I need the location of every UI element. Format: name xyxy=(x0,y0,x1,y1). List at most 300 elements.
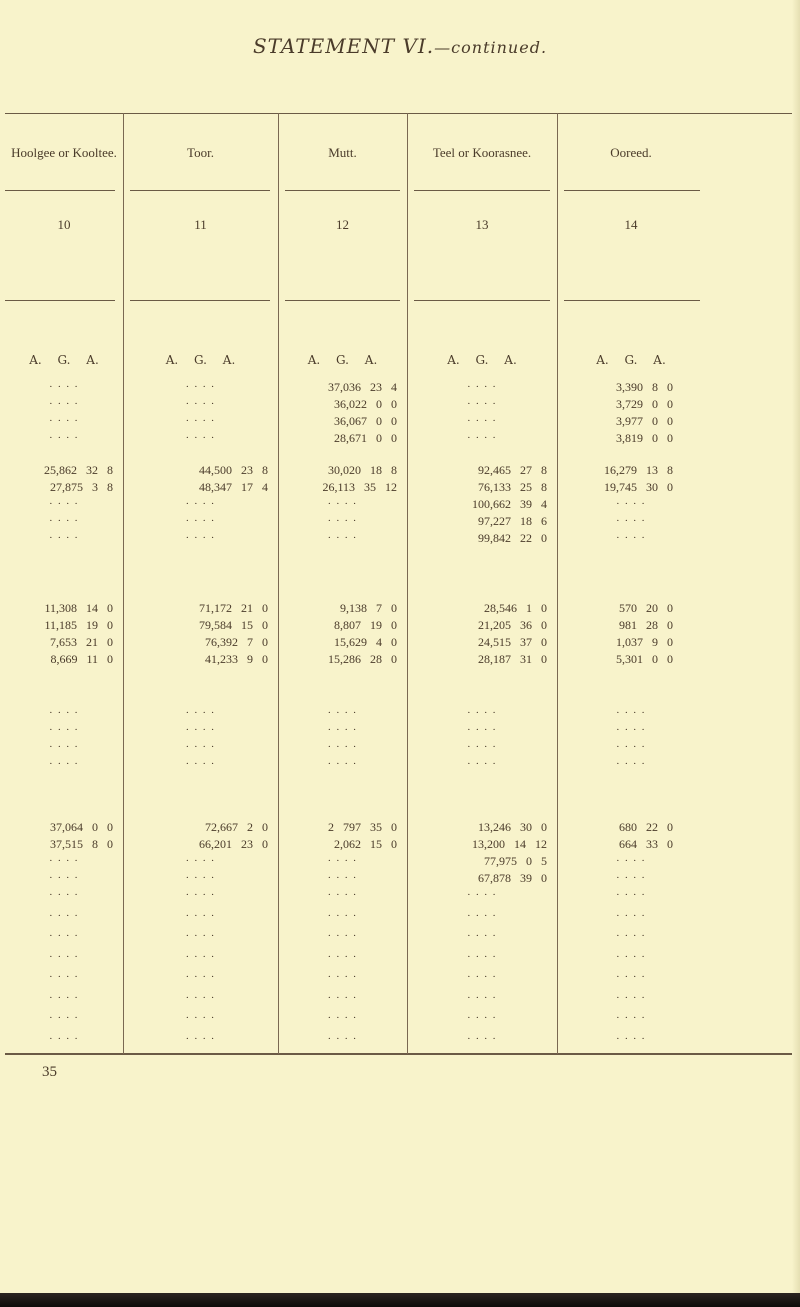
leader-dots-glyph: · · · · xyxy=(467,991,497,1004)
entry-amount: 981 28 0 xyxy=(619,618,673,632)
table-entry xyxy=(557,379,705,396)
leader-dots-glyph: · · · · xyxy=(49,398,79,410)
leader-dots-glyph: · · · · xyxy=(327,724,358,736)
table-entry xyxy=(5,651,123,668)
leader-dots-glyph: · · · · xyxy=(185,498,216,510)
entry-amount: 9,138 7 0 xyxy=(340,601,397,615)
entry-amount: 37,515 8 0 xyxy=(50,837,113,851)
table-entry xyxy=(407,479,557,496)
leader-dots-glyph: · · · · xyxy=(327,991,358,1004)
table-entry xyxy=(123,462,278,479)
table-entry xyxy=(278,479,407,496)
entry-amount: 7,653 21 0 xyxy=(50,635,113,649)
entry-amount: 44,500 23 8 xyxy=(199,463,268,477)
leader-dots-glyph: · · · · xyxy=(49,909,79,922)
leader-dots-glyph: · · · · xyxy=(616,1032,646,1045)
column-header: Hoolgee or Kooltee. xyxy=(11,145,117,160)
empty-entry xyxy=(123,396,278,413)
empty-entry xyxy=(5,1031,123,1048)
entry-amount: 99,842 22 0 xyxy=(478,531,547,545)
table-entry xyxy=(407,853,557,870)
leader-dots-glyph: · · · · xyxy=(185,950,216,963)
leader-dots-glyph: · · · · xyxy=(327,909,358,922)
leader-dots-glyph: · · · · xyxy=(185,515,216,527)
entry-amount: 79,584 15 0 xyxy=(199,618,268,632)
leader-dots-glyph: · · · · xyxy=(49,381,79,393)
entry-amount: 15,286 28 0 xyxy=(328,652,397,666)
empty-entry xyxy=(278,1010,407,1027)
leader-dots-glyph: · · · · xyxy=(616,1012,646,1024)
leader-dots-glyph: · · · · xyxy=(467,724,497,736)
entry-amount: 36,067 0 0 xyxy=(334,414,397,428)
empty-entry xyxy=(407,969,557,986)
leader-dots-glyph: · · · · xyxy=(49,758,79,770)
entry-amount: 37,064 0 0 xyxy=(50,820,113,834)
leader-dots-glyph: · · · · xyxy=(49,532,79,544)
empty-entry xyxy=(5,496,123,513)
empty-entry xyxy=(123,739,278,756)
entry-amount: 76,133 25 8 xyxy=(478,480,547,494)
leader-dots-glyph: · · · · xyxy=(49,930,79,942)
empty-entry xyxy=(123,949,278,966)
empty-entry xyxy=(407,413,557,430)
table-entry xyxy=(278,396,407,413)
entry-amount: 66,201 23 0 xyxy=(199,837,268,851)
column-14 xyxy=(557,113,705,1053)
empty-entry xyxy=(557,908,705,925)
empty-entry xyxy=(407,990,557,1007)
table-entry xyxy=(407,870,557,887)
table-entry xyxy=(123,819,278,836)
table-entry xyxy=(5,617,123,634)
empty-entry xyxy=(5,887,123,904)
leader-dots-glyph: · · · · xyxy=(185,1012,216,1024)
empty-entry xyxy=(407,739,557,756)
entry-amount: 24,515 37 0 xyxy=(478,635,547,649)
table-entry xyxy=(557,413,705,430)
entry-amount: 76,392 7 0 xyxy=(205,635,268,649)
empty-entry xyxy=(123,379,278,396)
empty-entry xyxy=(407,1010,557,1027)
empty-entry xyxy=(5,513,123,530)
empty-entry xyxy=(557,990,705,1007)
empty-entry xyxy=(123,928,278,945)
entry-amount: 100,662 39 4 xyxy=(472,497,547,511)
empty-entry xyxy=(123,870,278,887)
table-entry xyxy=(407,819,557,836)
empty-entry xyxy=(557,1031,705,1048)
page-title xyxy=(0,34,800,58)
leader-dots-glyph: · · · · xyxy=(616,991,646,1004)
leader-dots-glyph: · · · · xyxy=(616,909,646,922)
table-entry xyxy=(5,819,123,836)
leader-dots-glyph: · · · · xyxy=(49,724,79,736)
column-12 xyxy=(278,113,407,1053)
title-main: STATEMENT VI. xyxy=(252,34,435,58)
table-entry xyxy=(407,496,557,513)
leader-dots-glyph: · · · · xyxy=(49,872,79,884)
table-entry xyxy=(5,462,123,479)
leader-dots-glyph: · · · · xyxy=(467,741,497,753)
empty-entry xyxy=(5,908,123,925)
page-edge-shadow xyxy=(792,0,800,1293)
leader-dots-glyph: · · · · xyxy=(327,971,358,983)
entry-amount: 41,233 9 0 xyxy=(205,652,268,666)
table-entry xyxy=(407,836,557,853)
entry-amount: 664 33 0 xyxy=(619,837,673,851)
table-entry xyxy=(278,836,407,853)
empty-entry xyxy=(407,756,557,773)
column-13 xyxy=(407,113,557,1053)
table-entry xyxy=(557,462,705,479)
leader-dots-glyph: · · · · xyxy=(327,872,358,884)
leader-dots-glyph: · · · · xyxy=(49,415,79,427)
empty-entry xyxy=(123,756,278,773)
leader-dots-glyph: · · · · xyxy=(185,432,216,444)
leader-dots-glyph: · · · · xyxy=(185,855,216,867)
leader-dots-glyph: · · · · xyxy=(616,707,646,719)
table-entry xyxy=(123,600,278,617)
leader-dots-glyph: · · · · xyxy=(49,515,79,527)
empty-entry xyxy=(123,413,278,430)
table-entry xyxy=(557,617,705,634)
leader-dots-glyph: · · · · xyxy=(327,741,358,753)
column-number: 14 xyxy=(624,217,638,232)
entry-amount: 97,227 18 6 xyxy=(478,514,547,528)
table-entry xyxy=(123,634,278,651)
empty-entry xyxy=(123,496,278,513)
empty-entry xyxy=(123,1031,278,1048)
empty-entry xyxy=(278,949,407,966)
empty-entry xyxy=(5,705,123,722)
entry-amount: 67,878 39 0 xyxy=(478,871,547,885)
empty-entry xyxy=(123,990,278,1007)
empty-entry xyxy=(5,739,123,756)
entry-amount: 5,301 0 0 xyxy=(616,652,673,666)
leader-dots-glyph: · · · · xyxy=(327,532,358,544)
empty-entry xyxy=(557,870,705,887)
empty-entry xyxy=(557,530,705,547)
entry-amount: 3,729 0 0 xyxy=(616,397,673,411)
empty-entry xyxy=(278,870,407,887)
entry-amount: 28,546 1 0 xyxy=(484,601,547,615)
empty-entry xyxy=(123,722,278,739)
empty-entry xyxy=(407,379,557,396)
empty-entry xyxy=(278,496,407,513)
entry-amount: 36,022 0 0 xyxy=(334,397,397,411)
empty-entry xyxy=(5,756,123,773)
column-units: A. G. A. xyxy=(29,353,99,367)
table-entry xyxy=(278,462,407,479)
leader-dots-glyph: · · · · xyxy=(616,724,646,736)
leader-dots-glyph: · · · · xyxy=(49,889,79,901)
leader-dots-glyph: · · · · xyxy=(185,707,216,719)
table-entry xyxy=(407,617,557,634)
entry-amount: 13,200 14 12 xyxy=(472,837,547,851)
entry-amount: 30,020 18 8 xyxy=(328,463,397,477)
empty-entry xyxy=(123,969,278,986)
entry-amount: 26,113 35 12 xyxy=(322,480,397,494)
empty-entry xyxy=(278,513,407,530)
leader-dots-glyph: · · · · xyxy=(49,498,79,510)
empty-entry xyxy=(407,949,557,966)
entry-amount: 11,308 14 0 xyxy=(44,601,113,615)
column-number: 11 xyxy=(194,217,207,232)
leader-dots-glyph: · · · · xyxy=(327,515,358,527)
leader-dots-glyph: · · · · xyxy=(49,950,79,963)
leader-dots-glyph: · · · · xyxy=(467,432,497,444)
table-entry xyxy=(5,479,123,496)
table-entry xyxy=(407,600,557,617)
empty-entry xyxy=(557,705,705,722)
entry-amount: 25,862 32 8 xyxy=(44,463,113,477)
leader-dots-glyph: · · · · xyxy=(467,971,497,983)
empty-entry xyxy=(123,705,278,722)
entry-amount: 13,246 30 0 xyxy=(478,820,547,834)
leader-dots-glyph: · · · · xyxy=(185,971,216,983)
table-entry xyxy=(557,634,705,651)
table-entry xyxy=(278,600,407,617)
leader-dots-glyph: · · · · xyxy=(616,971,646,983)
empty-entry xyxy=(5,722,123,739)
leader-dots-glyph: · · · · xyxy=(185,991,216,1004)
leader-dots-glyph: · · · · xyxy=(185,724,216,736)
leader-dots-glyph: · · · · xyxy=(327,1012,358,1024)
empty-entry xyxy=(407,887,557,904)
table-entry xyxy=(407,634,557,651)
leader-dots-glyph: · · · · xyxy=(616,515,646,527)
table-entry xyxy=(557,600,705,617)
column-number: 12 xyxy=(336,217,349,232)
table-entry xyxy=(557,430,705,447)
table-entry xyxy=(557,479,705,496)
table-entry xyxy=(557,819,705,836)
column-units: A. G. A. xyxy=(596,353,666,367)
table-entry xyxy=(5,836,123,853)
leader-dots-glyph: · · · · xyxy=(616,950,646,963)
empty-entry xyxy=(557,513,705,530)
entry-amount: 3,390 8 0 xyxy=(616,380,673,394)
leader-dots-glyph: · · · · xyxy=(616,855,646,867)
empty-entry xyxy=(278,530,407,547)
empty-entry xyxy=(407,705,557,722)
leader-dots-glyph: · · · · xyxy=(467,707,497,719)
leader-dots-glyph: · · · · xyxy=(467,1032,497,1045)
empty-entry xyxy=(123,430,278,447)
empty-entry xyxy=(5,1010,123,1027)
leader-dots-glyph: · · · · xyxy=(327,950,358,963)
column-11 xyxy=(123,113,278,1053)
entry-amount: 2,062 15 0 xyxy=(334,837,397,851)
entry-amount: 19,745 30 0 xyxy=(604,480,673,494)
empty-entry xyxy=(123,887,278,904)
table-entry xyxy=(278,430,407,447)
entry-amount: 71,172 21 0 xyxy=(199,601,268,615)
empty-entry xyxy=(407,928,557,945)
leader-dots-glyph: · · · · xyxy=(185,909,216,922)
empty-entry xyxy=(278,722,407,739)
leader-dots-glyph: · · · · xyxy=(185,889,216,901)
table-entry xyxy=(278,651,407,668)
column-number: 10 xyxy=(57,217,71,232)
column-header: Mutt. xyxy=(328,145,357,160)
leader-dots-glyph: · · · · xyxy=(467,758,497,770)
leader-dots-glyph: · · · · xyxy=(616,872,646,884)
empty-entry xyxy=(123,513,278,530)
empty-entry xyxy=(123,853,278,870)
empty-entry xyxy=(407,396,557,413)
leader-dots-glyph: · · · · xyxy=(616,758,646,770)
entry-amount: 8,807 19 0 xyxy=(334,618,397,632)
leader-dots-glyph: · · · · xyxy=(185,758,216,770)
empty-entry xyxy=(123,530,278,547)
table-entry xyxy=(407,513,557,530)
empty-entry xyxy=(407,1031,557,1048)
column-number: 13 xyxy=(475,217,489,232)
table-entry xyxy=(123,651,278,668)
entry-amount: 1,037 9 0 xyxy=(616,635,673,649)
column-header: Teel or Koorasnee. xyxy=(432,145,532,160)
table-entry xyxy=(557,836,705,853)
entry-amount: 2 797 35 0 xyxy=(328,820,397,834)
column-header: Toor. xyxy=(187,145,214,160)
empty-entry xyxy=(5,530,123,547)
leader-dots-glyph: · · · · xyxy=(467,930,497,942)
leader-dots-glyph: · · · · xyxy=(327,1032,358,1045)
empty-entry xyxy=(5,430,123,447)
leader-dots-glyph: · · · · xyxy=(49,432,79,444)
entry-amount: 680 22 0 xyxy=(619,820,673,834)
leader-dots-glyph: · · · · xyxy=(185,532,216,544)
title-sub: —continued. xyxy=(434,38,548,57)
table-entry xyxy=(123,617,278,634)
leader-dots-glyph: · · · · xyxy=(185,1032,216,1045)
leader-dots-glyph: · · · · xyxy=(327,707,358,719)
entry-amount: 21,205 36 0 xyxy=(478,618,547,632)
table-entry xyxy=(407,462,557,479)
leader-dots-glyph: · · · · xyxy=(467,889,497,901)
leader-dots-glyph: · · · · xyxy=(49,1012,79,1024)
empty-entry xyxy=(5,870,123,887)
leader-dots-glyph: · · · · xyxy=(467,398,497,410)
entry-amount: 8,669 11 0 xyxy=(50,652,113,666)
table-entry xyxy=(407,651,557,668)
scan-bottom-edge xyxy=(0,1293,800,1307)
empty-entry xyxy=(278,1031,407,1048)
empty-entry xyxy=(123,908,278,925)
entry-amount: 92,465 27 8 xyxy=(478,463,547,477)
empty-entry xyxy=(278,928,407,945)
empty-entry xyxy=(5,969,123,986)
leader-dots-glyph: · · · · xyxy=(467,415,497,427)
entry-amount: 28,187 31 0 xyxy=(478,652,547,666)
empty-entry xyxy=(557,928,705,945)
empty-entry xyxy=(407,722,557,739)
empty-entry xyxy=(557,949,705,966)
table-entry xyxy=(5,634,123,651)
leader-dots-glyph: · · · · xyxy=(467,909,497,922)
leader-dots-glyph: · · · · xyxy=(49,741,79,753)
empty-entry xyxy=(407,430,557,447)
column-units: A. G. A. xyxy=(447,353,517,367)
leader-dots-glyph: · · · · xyxy=(467,381,497,393)
table-entry xyxy=(123,479,278,496)
empty-entry xyxy=(5,413,123,430)
leader-dots-glyph: · · · · xyxy=(49,971,79,983)
leader-dots-glyph: · · · · xyxy=(185,741,216,753)
empty-entry xyxy=(557,739,705,756)
empty-entry xyxy=(278,908,407,925)
empty-entry xyxy=(5,396,123,413)
empty-entry xyxy=(557,1010,705,1027)
entry-amount: 77,975 0 5 xyxy=(484,854,547,868)
entry-amount: 3,819 0 0 xyxy=(616,431,673,445)
table-entry xyxy=(278,634,407,651)
leader-dots-glyph: · · · · xyxy=(616,741,646,753)
table-entry xyxy=(278,379,407,396)
leader-dots-glyph: · · · · xyxy=(616,532,646,544)
column-units: A. G. A. xyxy=(165,353,236,367)
empty-entry xyxy=(557,887,705,904)
leader-dots-glyph: · · · · xyxy=(327,855,358,867)
empty-entry xyxy=(407,908,557,925)
table-entry xyxy=(123,836,278,853)
entry-amount: 16,279 13 8 xyxy=(604,463,673,477)
leader-dots-glyph: · · · · xyxy=(185,930,216,942)
entry-amount: 570 20 0 xyxy=(619,601,673,615)
entry-amount: 37,036 23 4 xyxy=(328,380,397,394)
leader-dots-glyph: · · · · xyxy=(616,889,646,901)
empty-entry xyxy=(5,928,123,945)
empty-entry xyxy=(123,1010,278,1027)
entry-amount: 3,977 0 0 xyxy=(616,414,673,428)
column-units: A. G. A. xyxy=(307,353,378,367)
entry-amount: 48,347 17 4 xyxy=(199,480,268,494)
empty-entry xyxy=(557,969,705,986)
empty-entry xyxy=(557,853,705,870)
leader-dots-glyph: · · · · xyxy=(467,1012,497,1024)
column-header: Ooreed. xyxy=(610,145,652,160)
empty-entry xyxy=(5,379,123,396)
table-entry xyxy=(407,530,557,547)
empty-entry xyxy=(278,756,407,773)
entry-amount: 27,875 3 8 xyxy=(50,480,113,494)
table-entry xyxy=(5,600,123,617)
table-entry xyxy=(278,819,407,836)
leader-dots-glyph: · · · · xyxy=(327,758,358,770)
empty-entry xyxy=(557,756,705,773)
entry-amount: 28,671 0 0 xyxy=(334,431,397,445)
empty-entry xyxy=(278,887,407,904)
empty-entry xyxy=(278,969,407,986)
empty-entry xyxy=(5,853,123,870)
table-entry xyxy=(278,617,407,634)
leader-dots-glyph: · · · · xyxy=(327,498,358,510)
leader-dots-glyph: · · · · xyxy=(185,872,216,884)
entry-amount: 72,667 2 0 xyxy=(205,820,268,834)
leader-dots-glyph: · · · · xyxy=(327,930,358,942)
leader-dots-glyph: · · · · xyxy=(49,855,79,867)
leader-dots-glyph: · · · · xyxy=(616,930,646,942)
leader-dots-glyph: · · · · xyxy=(49,991,79,1004)
table-entry xyxy=(557,651,705,668)
entry-amount: 11,185 19 0 xyxy=(44,618,113,632)
leader-dots-glyph: · · · · xyxy=(49,707,79,719)
leader-dots-glyph: · · · · xyxy=(327,889,358,901)
leader-dots-glyph: · · · · xyxy=(185,381,216,393)
table-entry xyxy=(278,413,407,430)
empty-entry xyxy=(278,853,407,870)
